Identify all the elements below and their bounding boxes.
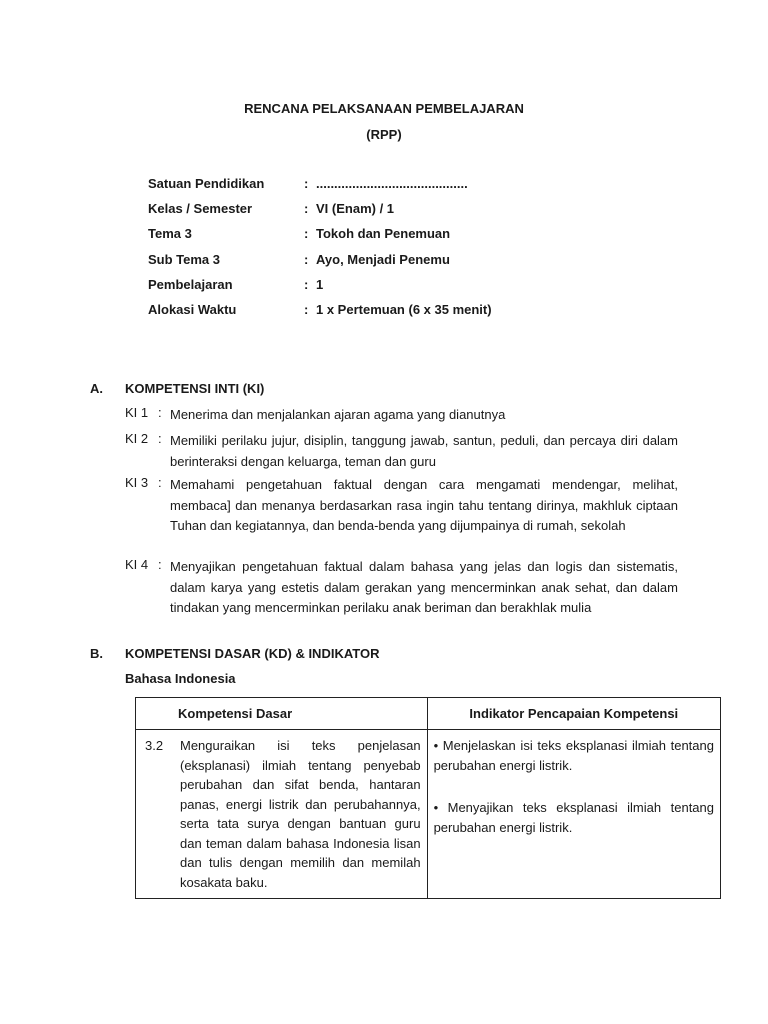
ki-label: KI 3 (125, 475, 149, 490)
identity-value: Tokoh dan Penemuan (316, 226, 451, 242)
identity-value: Ayo, Menjadi Penemu (316, 251, 450, 267)
kd-text: Menguraikan isi teks penjelasan (eksplanasi) ilmiah tentang penyebab perubahan dan sifat benda, hantaran panas, energi listrik dan perubahannya, serta tata surya dengan bantuan guru dan teman dalam bahasa Indonesia lisan dan tulis dengan memilih dan memilah kosakata baku. (180, 738, 421, 890)
indicator-cell (427, 730, 720, 899)
kd-table-header-row (136, 698, 721, 730)
indicator-item: • Menyajikan teks eksplanasi ilmiah tentang perubahan energi listrik. (433, 800, 714, 835)
ki-label: KI 2 (125, 431, 149, 446)
ki-colon: : (158, 475, 162, 490)
ki-colon: : (158, 557, 162, 572)
ki-text: Menyajikan pengetahuan faktual dalam bahasa yang jelas dan logis dan sistematis, dalam karya yang estetis dalam gerakan yang mencerminkan anak sehat, dan dalam tindakan yang mencerminkan perilaku anak beriman dan berakhlak mulia (170, 559, 678, 615)
identity-label: Pembelajaran (148, 276, 233, 292)
ki-colon: : (158, 405, 162, 420)
ki-label: KI 1 (125, 405, 149, 420)
table-row (136, 730, 721, 899)
identity-label: Satuan Pendidikan (148, 176, 265, 191)
kd-number: 3.2 (145, 738, 164, 753)
identity-value: .......................................... (316, 176, 468, 191)
ki-text: Memahami pengetahuan faktual dengan cara mengamati mendengar, melihat, membaca] dan menanya berdasarkan rasa ingin tahu tentang dirinya, makhluk ciptaan Tuhan dan kegiatannya, dan benda-benda yang dijumpainya di rumah, sekolah (170, 477, 678, 533)
identity-colon: : (304, 251, 309, 267)
indicator-header: Indikator Pencapaian Kompetensi (427, 698, 720, 730)
document-subtitle: (RPP) (366, 127, 402, 142)
section-a-title: KOMPETENSI INTI (KI) (125, 381, 265, 396)
identity-value: 1 x Pertemuan (6 x 35 menit) (316, 301, 492, 317)
kd-table (135, 697, 721, 899)
identity-colon: : (304, 176, 309, 191)
identity-label: Sub Tema 3 (148, 251, 221, 267)
section-b-title: KOMPETENSI DASAR (KD) & INDIKATOR (125, 646, 380, 661)
identity-colon: : (304, 276, 309, 292)
identity-colon: : (304, 301, 309, 317)
kd-header: Kompetensi Dasar (136, 698, 428, 730)
identity-colon: : (304, 226, 309, 242)
section-a-letter: A. (90, 381, 103, 396)
section-b-letter: B. (90, 646, 103, 661)
identity-value: VI (Enam) / 1 (316, 201, 395, 217)
subject-heading: Bahasa Indonesia (125, 671, 236, 686)
ki-colon: : (158, 431, 162, 446)
ki-text: Menerima dan menjalankan ajaran agama yang dianutnya (170, 407, 506, 422)
identity-value: 1 (316, 276, 324, 292)
identity-label: Alokasi Waktu (148, 301, 237, 317)
kd-cell (136, 730, 428, 899)
identity-label: Kelas / Semester (148, 201, 253, 217)
indicator-item: • Menjelaskan isi teks eksplanasi ilmiah tentang perubahan energi listrik. (433, 738, 714, 773)
ki-text: Memiliki perilaku jujur, disiplin, tanggung jawab, santun, peduli, dan percaya diri dalam berinteraksi dengan keluarga, teman dan guru (170, 433, 678, 469)
document-title: RENCANA PELAKSANAAN PEMBELAJARAN (244, 101, 524, 116)
identity-label: Tema 3 (148, 226, 192, 242)
ki-label: KI 4 (125, 557, 149, 572)
identity-colon: : (304, 201, 309, 217)
